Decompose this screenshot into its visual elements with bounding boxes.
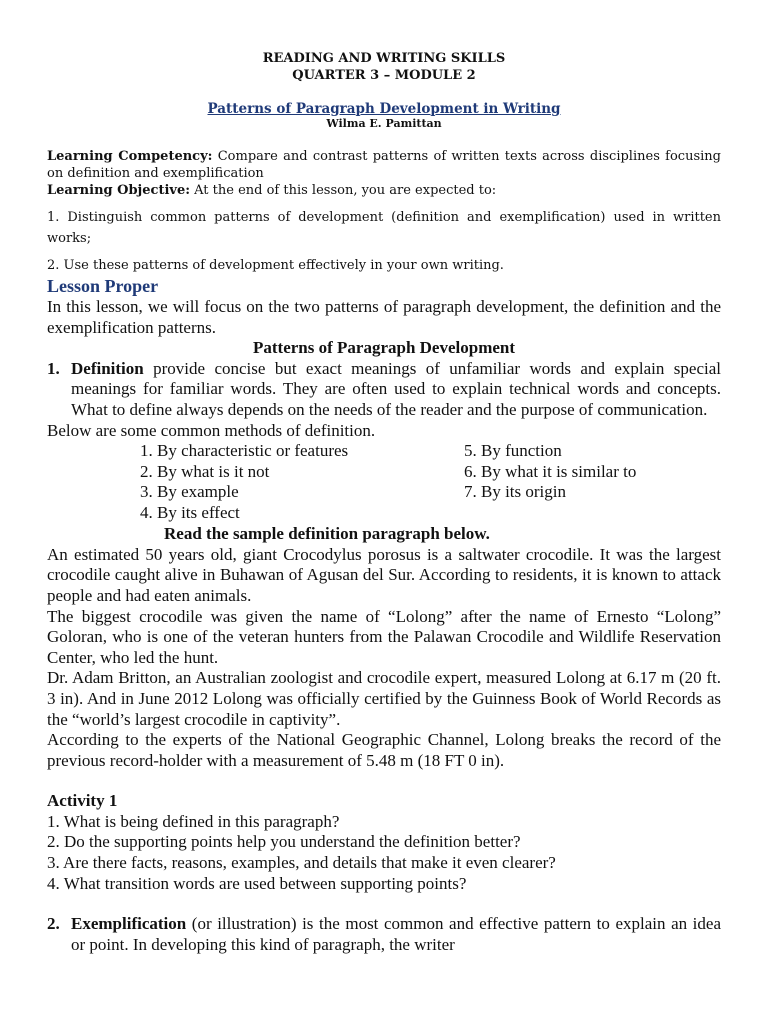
method-item: 4. By its effect <box>140 502 240 522</box>
definition-item <box>47 359 721 421</box>
competency-text: Compare and contrast patterns of written texts across disciplines focusing on definition and exemplification <box>47 149 721 181</box>
module-author: Wilma E. Pamittan <box>326 117 442 130</box>
definition-number: 1. <box>47 358 60 378</box>
method-item: 2. By what is it not <box>140 461 270 481</box>
definition-term: Definition <box>71 358 144 378</box>
module-title: Patterns of Paragraph Development in Writing <box>207 101 561 117</box>
exemplification-number: 2. <box>47 914 60 934</box>
lesson-intro: In this lesson, we will focus on the two patterns of paragraph development, the definition and the exemplification patterns. <box>47 297 721 337</box>
sample-paragraph-2: The biggest crocodile was given the name of “Lolong” after the name of Ernesto “Lolong” Goloran, who is one of the veteran hunters from the Palawan Crocodile and Wildlife Reservation Center, who led the hunt. <box>47 606 721 667</box>
activity-question: 3. Are there facts, reasons, examples, and details that make it even clearer? <box>47 853 556 873</box>
exemplification-text: (or illustration) is the most common and effective pattern to explain an idea or point. In developing this kind of paragraph, the writer <box>71 914 721 954</box>
lesson-proper-heading: Lesson Proper <box>47 276 159 296</box>
learning-competency <box>47 148 721 182</box>
method-item: 5. By function <box>464 441 562 461</box>
exemplification-term: Exemplification <box>71 914 187 934</box>
competency-label: Learning Competency: <box>47 149 213 164</box>
activity-question: 2. Do the supporting points help you understand the definition better? <box>47 832 521 852</box>
method-item: 7. By its origin <box>464 482 567 502</box>
module-page <box>47 50 721 955</box>
objective-label: Learning Objective: <box>47 183 191 198</box>
sample-heading: Read the sample definition paragraph below. <box>164 524 490 544</box>
activity-title: Activity 1 <box>47 791 118 811</box>
methods-intro: Below are some common methods of definition. <box>47 420 376 440</box>
objective-text: At the end of this lesson, you are expected to: <box>190 183 497 198</box>
objective-item-2: 2. Use these patterns of development effectively in your own writing. <box>47 258 504 273</box>
method-item: 1. By characteristic or features <box>140 441 349 461</box>
exemplification-item <box>47 914 721 955</box>
activity-question: 1. What is being defined in this paragraph? <box>47 811 340 831</box>
module-subject: READING AND WRITING SKILLS <box>262 51 506 66</box>
method-item: 3. By example <box>140 482 239 502</box>
sample-paragraph-3: Dr. Adam Britton, an Australian zoologist and crocodile expert, measured Lolong at 6.17 m (20 ft. 3 in). And in June 2012 Lolong was officially certified by the Guinness Book of World Records as the “world’s largest crocodile in captivity”. <box>47 668 721 729</box>
activity-question: 4. What transition words are used between supporting points? <box>47 873 467 893</box>
sample-paragraph-1: An estimated 50 years old, giant Crocodylus porosus is a saltwater crocodile. It was the largest crocodile caught alive in Buhawan of Agusan del Sur. According to residents, it is known to attack people and had eaten animals. <box>47 544 721 605</box>
module-quarter: QUARTER 3 – MODULE 2 <box>292 68 476 83</box>
patterns-heading: Patterns of Paragraph Development <box>252 338 516 358</box>
sample-paragraph-4: According to the experts of the National Geographic Channel, Lolong breaks the record of the previous record-holder with a measurement of 5.48 m (18 FT 0 in). <box>47 730 721 770</box>
definition-text: provide concise but exact meanings of unfamiliar words and explain special meanings for familiar words. They are often used to explain technical words and concepts. What to define always depends on the needs of the reader and the purpose of communication. <box>71 358 721 419</box>
objective-item-1: 1. Distinguish common patterns of development (definition and exemplification) used in written works; <box>47 210 721 246</box>
methods-list <box>47 441 721 524</box>
learning-objective <box>47 182 721 199</box>
method-item: 6. By what it is similar to <box>464 461 637 481</box>
